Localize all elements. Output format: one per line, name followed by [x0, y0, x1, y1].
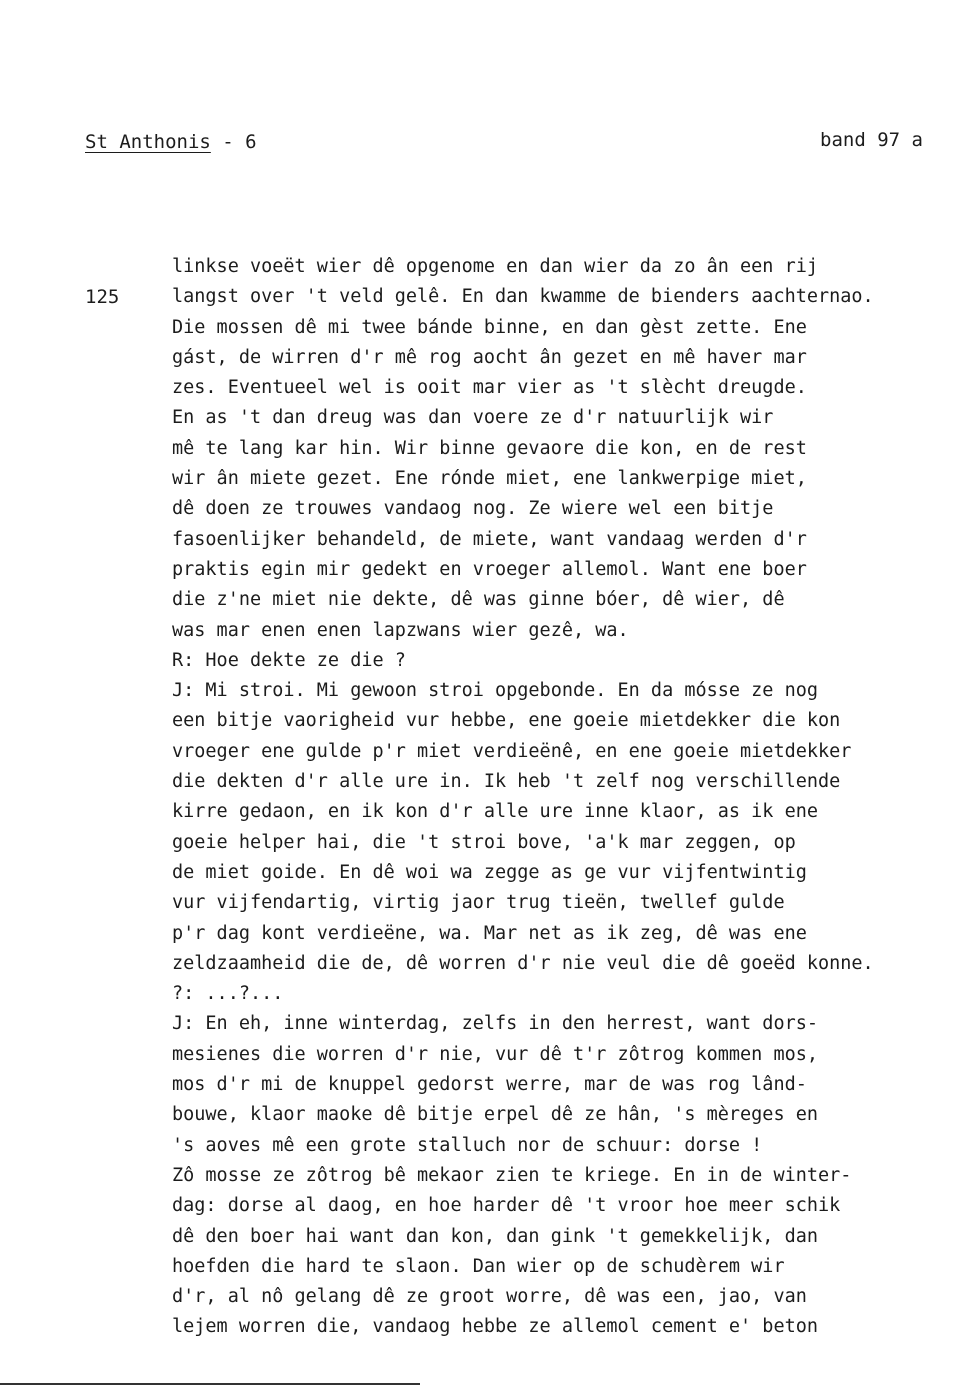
text-line: kirre gedaon, en ik kon d'r alle ure inne klaor, as ik ene [172, 801, 819, 823]
text-line: de miet goide. En dê woi wa zegge as ge vur vijfentwintig [172, 861, 807, 883]
text-line: J: En eh, inne winterdag, zelfs in den herrest, want dors- [172, 1013, 819, 1035]
text-line: dag: dorse al daog, en hoe harder dê 't vroor hoe meer schik [172, 1195, 841, 1217]
text-line: dê den boer hai want dan kon, dan gink 't gemekkelijk, dan [172, 1225, 819, 1247]
transcript-body [172, 252, 962, 1343]
text-line: lejem worren die, vandaog hebbe ze allemol cement e' beton [172, 1316, 819, 1338]
text-line: dê doen ze trouwes vandaog nog. Ze wiere wel een bitje [172, 498, 774, 520]
text-line: fasoenlijker behandeld, de miete, want vandaag werden d'r [172, 528, 807, 550]
text-line: langst over 't veld gelê. En dan kwamme de bienders aachternao. [172, 286, 874, 308]
text-line: praktis egin mir gedekt en vroeger allemol. Want ene boer [172, 558, 807, 580]
footer-rule [0, 1383, 420, 1385]
text-line: ?: ...?... [172, 983, 284, 1005]
text-line: goeie helper hai, die 't stroi bove, 'a'k mar zeggen, op [172, 831, 796, 853]
text-line: zeldzaamheid die de, dê worren d'r nie veul die dê goeëd konne. [172, 952, 874, 974]
text-line: d'r, al nô gelang dê ze groot worre, dê was een, jao, van [172, 1286, 807, 1308]
line-number: 125 [85, 286, 120, 308]
text-line: J: Mi stroi. Mi gewoon stroi opgebonde. En da mósse ze nog [172, 680, 819, 702]
text-line: mê te lang kar hin. Wir binne gevaore die kon, en de rest [172, 437, 807, 459]
text-line: een bitje vaorigheid vur hebbe, ene goeie mietdekker die kon [172, 710, 841, 732]
text-line: die z'ne miet nie dekte, dê was ginne bóer, dê wier, dê [172, 589, 785, 611]
text-line: Zô mosse ze zôtrog bê mekaor zien te kriege. En in de winter- [172, 1164, 852, 1186]
text-line: mos d'r mi de knuppel gedorst werre, mar de was rog lând- [172, 1074, 807, 1096]
text-line: p'r dag kont verdieëne, wa. Mar net as ik zeg, dê was ene [172, 922, 807, 944]
header-title: St Anthonis [85, 131, 211, 153]
text-line: wir ân miete gezet. Ene rónde miet, ene lankwerpige miet, [172, 468, 807, 490]
text-line: Die mossen dê mi twee bánde binne, en dan gèst zette. Ene [172, 316, 807, 338]
text-line: R: Hoe dekte ze die ? [172, 649, 406, 671]
page-header-left [85, 131, 257, 153]
text-line: En as 't dan dreug was dan voere ze d'r natuurlijk wir [172, 407, 774, 429]
text-line: 's aoves mê een grote stalluch nor de schuur: dorse ! [172, 1134, 763, 1156]
text-line: vroeger ene gulde p'r miet verdieënê, en ene goeie mietdekker [172, 740, 852, 762]
text-line: was mar enen enen lapzwans wier gezê, wa. [172, 619, 629, 641]
text-line: zes. Eventueel wel is ooit mar vier as 't slècht dreugde. [172, 377, 807, 399]
text-line: die dekten d'r alle ure in. Ik heb 't zelf nog verschillende [172, 771, 841, 793]
header-page-number: - 6 [210, 131, 257, 153]
text-line: bouwe, klaor maoke dê bitje erpel dê ze hân, 's mèreges en [172, 1104, 819, 1126]
text-line: linkse voeët wier dê opgenome en dan wier da zo ân een rij [172, 256, 819, 277]
text-line: gást, de wirren d'r mê rog aocht ân gezet en mê haver mar [172, 346, 807, 368]
header-tape-label: band 97 a [820, 129, 923, 151]
text-line: mesienes die worren d'r nie, vur dê t'r zôtrog kommen mos, [172, 1043, 819, 1065]
text-line: hoefden die hard te slaon. Dan wier op de schudèrem wir [172, 1255, 785, 1277]
text-line: vur vijfendartig, virtig jaor trug tieën, twellef gulde [172, 892, 785, 914]
